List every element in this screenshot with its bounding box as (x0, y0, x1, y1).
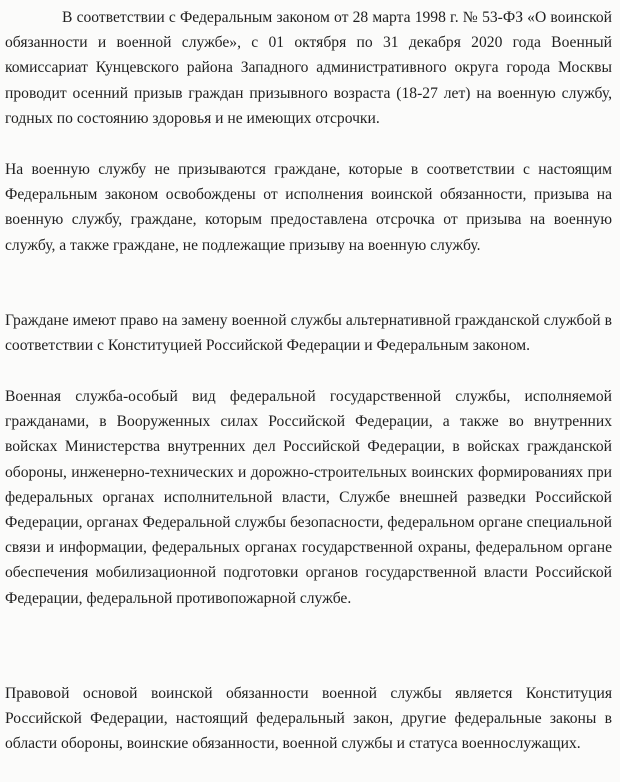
paragraph-conscription-announcement: В соответствии с Федеральным законом от 28 марта 1998 г. № 53-ФЗ «О воинской обязанности и военной службе», с 01 октября по 31 декабря 2020 года Военный комиссариат Кунцевского района Западного административного округа города Москвы проводит осенний призыв граждан призывного возраста (18-27 лет) на военную службу, годных по состоянию здоровья и не имеющих отсрочки. (5, 9, 612, 127)
paragraph-exempt-citizens: На военную службу не призываются граждане, которые в соответствии с настоящим Федеральным законом освобождены от исполнения воинской обязанности, призыва на военную службу, граждане, которым предоставлена отсрочка от призыва на военную службу, а также граждане, не подлежащие призыву на военную службу. (5, 161, 612, 254)
paragraph-military-service-definition: Военная служба-особый вид федеральной государственной службы, исполняемой гражданами, в Вооруженных силах Российской Федерации, а также во внутренних войсках Министерства внутренних дел Российской Федерации, в войсках гражданской обороны, инженерно-технических и дорожно-строительных воинских формированиях при федеральных органах исполнительной власти, Службе внешней разведки Российской Федерации, органах Федеральной службы безопасности, федеральном органе специальной связи и информации, федеральных органах государственной охраны, федеральном органе обеспечения мобилизационной подготовки органов государственной власти Российской Федерации, федеральной противопожарной службе. (5, 388, 612, 607)
paragraph-alternative-service: Граждане имеют право на замену военной службы альтернативной гражданской службой в соответствии с Конституцией Российской Федерации и Федеральным законом. (5, 312, 612, 355)
paragraph-legal-basis: Правовой основой воинской обязанности военной службы является Конституция Российской Федерации, настоящий федеральный закон, другие федеральные законы в области обороны, воинские обязанности, военной службы и статуса военнослужащих. (5, 685, 612, 753)
